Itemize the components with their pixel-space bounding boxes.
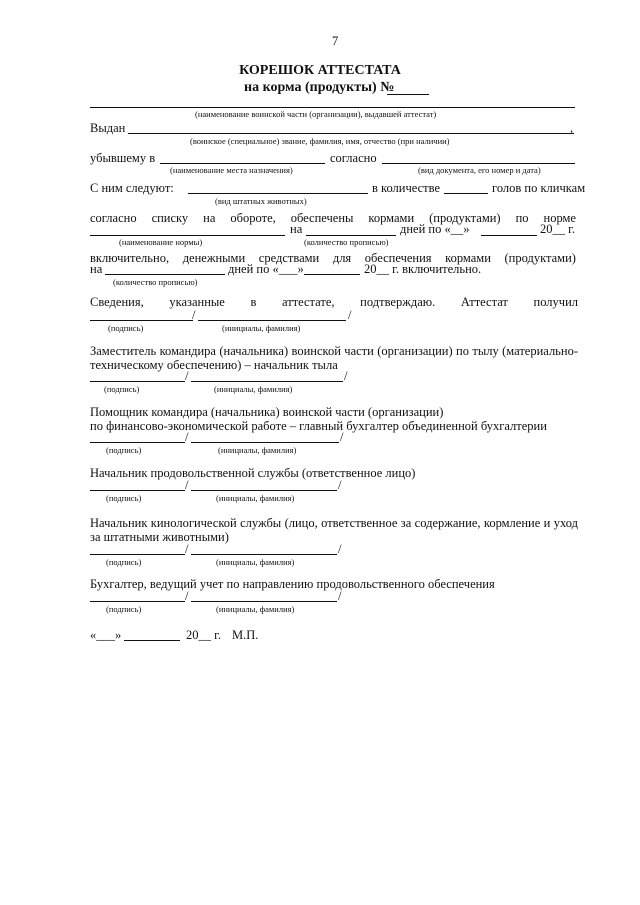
unit-name-field[interactable] <box>90 107 575 108</box>
slash: / <box>338 542 342 556</box>
caption-initials: (инициалы, фамилия) <box>218 445 297 455</box>
caption-signature: (подпись) <box>106 557 142 567</box>
signature-field[interactable] <box>90 381 185 382</box>
slash: / <box>185 430 189 444</box>
year-label: 20__ г. <box>540 222 575 236</box>
signature-field[interactable] <box>90 490 185 491</box>
word: согласно <box>90 211 137 225</box>
initials-field[interactable] <box>191 442 339 443</box>
slash: / <box>344 369 348 383</box>
days-count-field[interactable] <box>306 235 396 236</box>
slash: / <box>340 430 344 444</box>
caption-rank-name: (воинское (специальное) звание, фамилия, имя, отчество (при наличии) <box>190 136 450 146</box>
norm-name-field[interactable] <box>90 235 285 236</box>
caption-quantity-words: (количество прописью) <box>304 237 389 247</box>
caption-signature: (подпись) <box>106 445 142 455</box>
signatory-5-title: Бухгалтер, ведущий учет по направлению продовольственного обеспечения <box>90 577 495 591</box>
word: Аттестат <box>460 295 508 309</box>
slash: / <box>338 478 342 492</box>
date-month-field[interactable] <box>124 640 180 641</box>
days-till-label: дней по «__» <box>400 222 470 236</box>
stamp-label: М.П. <box>232 628 259 642</box>
on-label-2: на <box>90 262 103 276</box>
word: норме <box>543 211 576 225</box>
follows-label: С ним следуют: <box>90 181 174 195</box>
initials-field[interactable] <box>191 381 343 382</box>
initials-field[interactable] <box>191 554 337 555</box>
animals-type-field[interactable] <box>188 193 368 194</box>
according-label: согласно <box>330 151 377 165</box>
departed-label: убывшему в <box>90 151 156 165</box>
word: обороте, <box>230 211 276 225</box>
page-number: 7 <box>332 34 339 48</box>
slash: / <box>185 542 189 556</box>
initials-field[interactable] <box>191 601 337 602</box>
caption-signature: (подпись) <box>106 493 142 503</box>
signature-field[interactable] <box>90 601 185 602</box>
signatory-2-title-b: по финансово-экономической работе – главный бухгалтер объединенной бухгалтерии <box>90 419 547 433</box>
days-till-label-2: дней по «___» <box>228 262 304 276</box>
word: указанные <box>169 295 225 309</box>
caption-initials: (инициалы, фамилия) <box>216 604 295 614</box>
list-norm-line <box>90 211 576 225</box>
heads-count-field[interactable] <box>444 193 488 194</box>
caption-signature: (подпись) <box>106 604 142 614</box>
document-field[interactable] <box>382 163 575 164</box>
signatory-3-title: Начальник продовольственной службы (ответственное лицо) <box>90 466 416 480</box>
destination-field[interactable] <box>160 163 325 164</box>
signatory-4-title-b: за штатными животными) <box>90 530 229 544</box>
document-subtitle: на корма (продукты) № <box>244 80 395 95</box>
year-inclusive-label: 20__ г. включительно. <box>364 262 482 276</box>
on-label: на <box>290 222 303 236</box>
inclusive-line <box>90 251 576 265</box>
signatory-2-title-a: Помощник командира (начальника) воинской части (организации) <box>90 405 444 419</box>
word: кормами <box>368 211 415 225</box>
money-days-field[interactable] <box>105 274 225 275</box>
word: получил <box>533 295 578 309</box>
confirm-line <box>90 295 578 309</box>
date-day: «___» <box>90 628 122 642</box>
word: денежными <box>182 251 246 265</box>
slash: / <box>185 589 189 603</box>
word: (продуктами) <box>429 211 501 225</box>
caption-norm-name: (наименование нормы) <box>119 237 203 247</box>
initials-field[interactable] <box>198 320 346 321</box>
month-field-2[interactable] <box>304 274 360 275</box>
caption-unit-name: (наименование воинской части (организации), выдавшей аттестат) <box>195 109 437 119</box>
word: средствами <box>258 251 320 265</box>
signature-field[interactable] <box>90 554 185 555</box>
word: по <box>515 211 529 225</box>
document-title: КОРЕШОК АТТЕСТАТА <box>239 63 401 78</box>
slash: / <box>338 589 342 603</box>
issued-label: Выдан <box>90 121 126 135</box>
initials-field[interactable] <box>191 490 337 491</box>
word: на <box>203 211 216 225</box>
caption-signature: (подпись) <box>104 384 140 394</box>
month-field[interactable] <box>481 235 537 236</box>
attestat-number-field[interactable] <box>387 94 429 95</box>
slash: / <box>185 478 189 492</box>
quantity-label: в количестве <box>372 181 441 195</box>
issued-comma: , <box>570 121 574 135</box>
word: включительно, <box>90 251 170 265</box>
slash: / <box>192 308 196 322</box>
caption-initials: (инициалы, фамилия) <box>216 493 295 503</box>
caption-initials: (инициалы, фамилия) <box>222 323 301 333</box>
caption-initials: (инициалы, фамилия) <box>214 384 293 394</box>
caption-document: (вид документа, его номер и дата) <box>418 165 541 175</box>
word: аттестате, <box>282 295 335 309</box>
word: кормами <box>445 251 491 265</box>
signatory-4-title-a: Начальник кинологической службы (лицо, ответственное за содержание, кормление и уход <box>90 516 578 530</box>
word: обеспечены <box>290 211 354 225</box>
word: в <box>250 295 257 309</box>
word: списку <box>151 211 189 225</box>
caption-animals-type: (вид штатных животных) <box>215 196 307 206</box>
slash: / <box>348 308 352 322</box>
caption-initials: (инициалы, фамилия) <box>216 557 295 567</box>
caption-quantity-words-2: (количество прописью) <box>113 277 198 287</box>
caption-signature: (подпись) <box>108 323 144 333</box>
signatory-1-title-b: техническому обеспечению) – начальник тыла <box>90 358 338 372</box>
signature-field[interactable] <box>90 320 193 321</box>
date-year: 20__ г. <box>186 628 221 642</box>
word: для <box>332 251 352 265</box>
heads-label: голов по кличкам <box>492 181 586 195</box>
slash: / <box>185 369 189 383</box>
signatory-1-title-a: Заместитель командира (начальника) воинской части (организации) по тылу (материально- <box>90 344 578 358</box>
signature-field[interactable] <box>90 442 185 443</box>
word: Сведения, <box>90 295 144 309</box>
recipient-field[interactable] <box>128 133 574 134</box>
word: обеспечения <box>364 251 432 265</box>
word: подтверждаю. <box>360 295 436 309</box>
caption-destination: (наименование места назначения) <box>170 165 293 175</box>
word: (продуктами) <box>504 251 576 265</box>
